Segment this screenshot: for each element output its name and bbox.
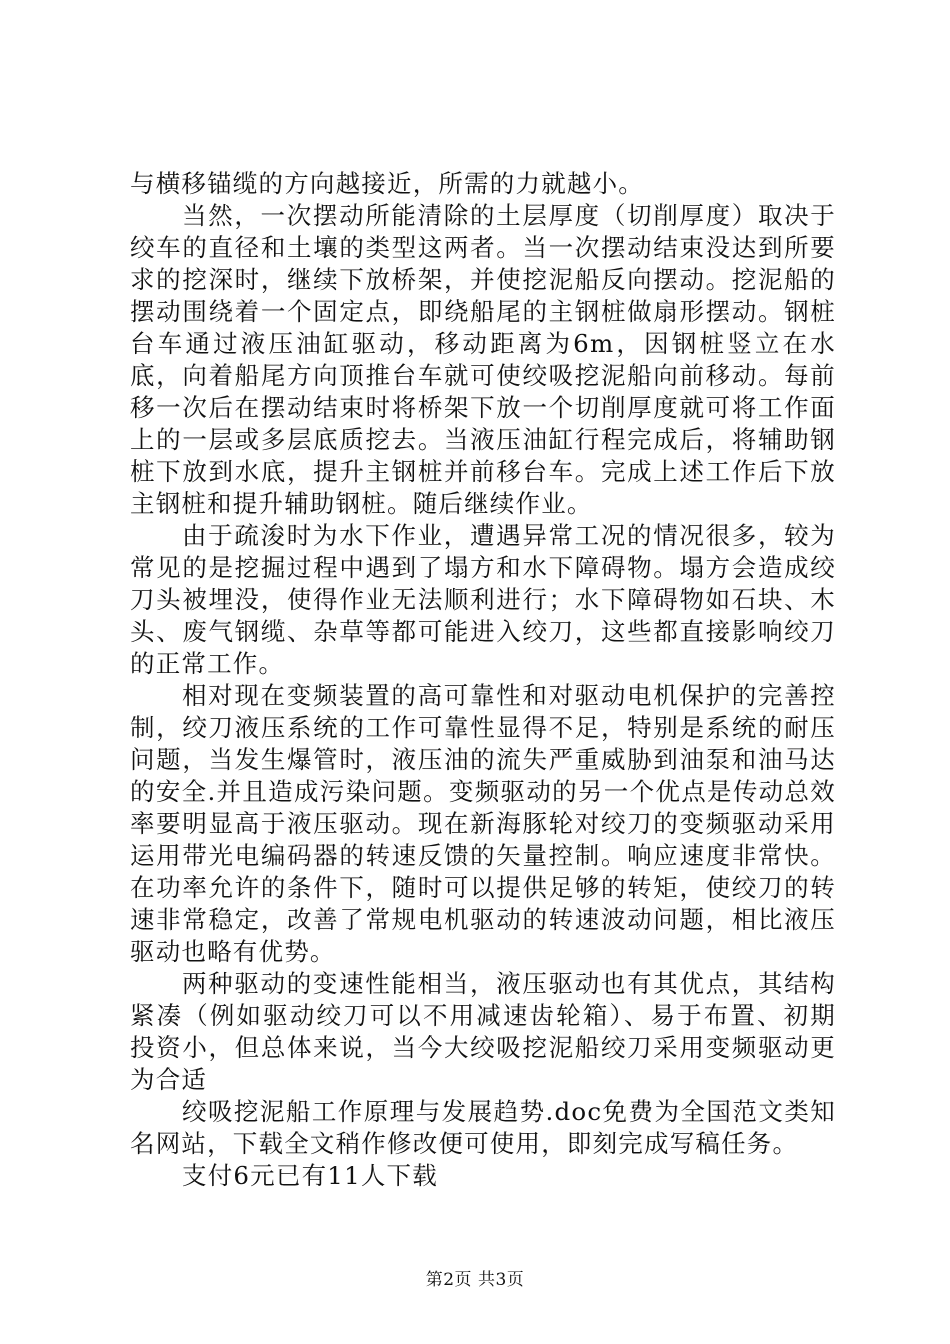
paragraph-continuation: 与横移锚缆的方向越接近，所需的力就越小。 [130, 169, 644, 198]
paragraph-download-notice: 绞吸挖泥船工作原理与发展趋势.doc免费为全国范文类知名网站，下载全文稍作修改便可使用，即刻完成写稿任务。 [130, 1097, 836, 1158]
page-number-footer: 第2页 共3页 [425, 1270, 525, 1290]
paragraph-payment-info: 支付6元已有11人下载 [182, 1161, 438, 1190]
document-body [130, 168, 836, 1192]
paragraph-variable-frequency-drive: 相对现在变频装置的高可靠性和对驱动电机保护的完善控制，绞刀液压系统的工作可靠性显得不足，特别是系统的耐压问题，当发生爆管时，液压油的流失严重威胁到油泵和油马达的安全.并且造成污染问题。变频驱动的另一个优点是传动总效率要明显高于液压驱动。现在新海豚轮对绞刀的变频驱动采用运用带光电编码器的转速反馈的矢量控制。响应速度非常快。在功率允许的条件下，随时可以提供足够的转矩，使绞刀的转速非常稳定，改善了常规电机驱动的转速波动问题，相比液压驱动也略有优势。 [130, 681, 836, 966]
paragraph-abnormal-conditions: 由于疏浚时为水下作业，遭遇异常工况的情况很多，较为常见的是挖掘过程中遇到了塌方和水下障碍物。塌方会造成绞刀头被埋没，使得作业无法顺利进行；水下障碍物如石块、木头、废气钢缆、杂草等都可能进入绞刀，这些都直接影响绞刀的正常工作。 [130, 521, 836, 678]
paragraph-drive-comparison: 两种驱动的变速性能相当，液压驱动也有其优点，其结构紧凑（例如驱动绞刀可以不用减速齿轮箱）、易于布置、初期投资小，但总体来说，当今大绞吸挖泥船绞刀采用变频驱动更为合适 [130, 969, 836, 1094]
paragraph-cutting-process: 当然，一次摆动所能清除的土层厚度（切削厚度）取决于绞车的直径和土壤的类型这两者。当一次摆动结束没达到所要求的挖深时，继续下放桥架，并使挖泥船反向摆动。挖泥船的摆动围绕着一个固定点，即绕船尾的主钢桩做扇形摆动。钢桩台车通过液压油缸驱动，移动距离为6m，因钢桩竖立在水底，向着船尾方向顶推台车就可使绞吸挖泥船向前移动。每前移一次后在摆动结束时将桥架下放一个切削厚度就可将工作面上的一层或多层底质挖去。当液压油缸行程完成后，将辅助钢桩下放到水底，提升主钢桩并前移台车。完成上述工作后下放主钢桩和提升辅助钢桩。随后继续作业。 [130, 201, 836, 518]
